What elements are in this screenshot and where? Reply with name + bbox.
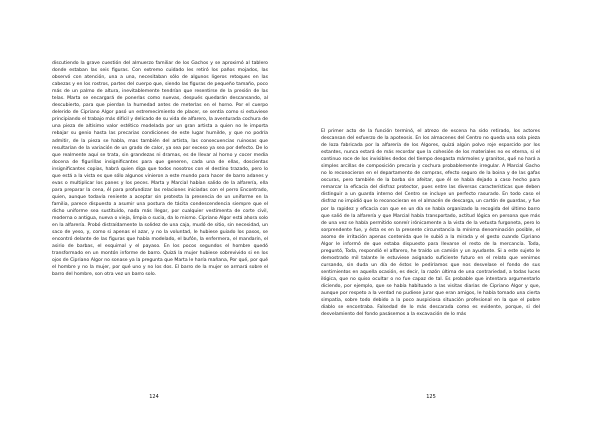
right-page (300, 0, 600, 424)
left-page-body-text: discutiendo la grave cuestión del almuerzo familiar de los Gachos y se aproximó al tablero donde estaban las seis figuras. Con extremo cuidado les retiró los paños mojados, las observó con atención, una a una, necesitaban sólo de algunos ligeros retoques en las cabezas y en los rostros, partes del cuerpo que, siendo las figuras de pequeño tamaño, poco más de un palmo de altura, inevitablemente tendrían que resentirse de la presión de las telas. Marta se encargará de ponerlas como nuevas, después quedarán descansando, al descubierto, para que pierdan la humedad antes de meterlas en el horno. Por el cuerpo delerido de Cipriano Algor pasó un estremecimiento de placer, se sentía como si estuviese principiando el trabajo más difícil y delicado de su vida de alfarero, la aventurada cochura de una pieza de altísimo valor estético modelada por un gran artista a quien no le importa rebajar su genio hasta las precarias condiciones de este lugar humilde, y que no podría admitir, de la pieza se habla, mas también del artista, las consecuencias ruinosas que resultarían de la variación de un grado de calor, ya sea por exceso ya sea por defecto. De lo que realmente aquí se trata, sin grandezas ni dramas, es de llevar al horno y cocer media docena de figurillas insignificantes para que generen, cada una de ellas, doscientas insignificantes copias, habrá quien diga que todos nosotros con el destino trazado, pero lo que está a la vista es que sólo algunos vinieron a este mundo para hacer de barro adanes y evas o multiplicar los panes y los peces. Marta y Marcial habían salido de la alfarería, ella para preparar la cena, él para profundizar las relaciones iniciadas con el perro Encontrado, quien, aunque todavía reniente a aceptar sin protesta la presencia de un uniforme en la familia, parece dispuesto a asumir una postura de tácita condescendencia siempre que el dicho uniforme sea sustituido, nada más llegar, por cualquier vestimenta de corte civil, moderna o antigua, nueva o vieja, limpia o sucia, da lo mismo. Cipriano Algor está ahora solo en la alfarería. Probó distraídamente la solidez de una caja, mudó de sitio, sin necesidad, un saco de yeso, y, como si apenas el azar, y no la voluntad, le hubiese guiado los pasos, se encontró delante de las figuras que había modelado, el bufón, la enfermera, el mandarín, el asirio de barbas, el esquimal y el payaso. En los pocos segundos el hombre quedó transformado en un montón informe de barro. Quizá la mujer hubiese sobrevivido si en los ojos de Cipriano Algor no sonase ya la pregunta que Marta le haría mañana, Por qué, por qué el hombre y no la mujer, por qué uno y no los dos. El barro de la mujer se armará sobre el barro del hombre, son otra vez un barro solo. (52, 61, 268, 278)
left-page-number: 124 (149, 394, 159, 400)
right-page-body-text: El primer acto de la función terminó, el atrezo de escena ha sido retirado, los actores descansan del esfuerzo de la apoteosis. En los almacenes del Centro no queda una sola pieza de loza fabricada por la alfarería de los Algores, quizá algún polvo roje esparcido por los estantes, nunca estará de más recordar que la cohesión de los materiales no es eterna, si el continuo roce de los invisibles dedos del tiempo desgasta mármoles y granitos, qué no hará a simples arcillas de composición precaria y cochura probablemente irregular. A Marcial Gacho no lo reconocieron en el departamento de compras, efecto seguro de la boina y de las gafas oscuras, pero también de la barba sin afeitar, que él se había dejado a caso hecho para remarcar la eficacia del disfraz protector, pues entre las diversas características que deben distinguir a un guarda interno del Centro se incluye un perfecto rasurado. En todo caso el disfraz no impidió que lo reconocieran en el almacén de descarga, un cartón de guardas, y fue por la rapidez y eficacia con que en un día se había organizado la recogida del último barro que salió de la alfarería y que Marcial había transportado, actitud lógica en persona que más de una vez se había permitido sonreír irónicamente a la vista de la vetusta furgoneta, pero lo sorprendente fue, y ésta es en la presente circunstancia la mínima denominación posible, el asomo de irritación apenas contenida que le subió a la mirada y el gesto cuando Cipriano Algor le informó de que estaba dispuesto para llevarse el resto de la mercancía. Toda, preguntó, Toda, respondió el alfarero, he traído un camión y un ayudante. Si a este sujeto le demostrado mil talante le estuviese asignado suficiente futuro en el relato que venimos cursando, sin duda un día de éstos le pediríamos que nos desvelase el fondo de sus sentimientos en aquella ocasión, es decir, la razón última de una contrariedad, a todas luces ilógica, que no quiso ocultar o no fue capaz de tal. Es probable que intentara argumentarlo diciendo, por ejemplo, que se había habituado a las visitas diarias de Cipriano Algor y que, aunque por respeto a la verdad no pudiese jurar que eran amigos, le había tomado una cierta simpatía, sobre todo debido a la poco auspiciosa situación profesional en la que el pobre diablo se encontraba. Falsedad de lo más descarada como es evidente, porque, si del desvelamiento del fondo pasásemos a la excavación de lo más (321, 129, 540, 318)
right-page-number: 125 (426, 394, 436, 400)
